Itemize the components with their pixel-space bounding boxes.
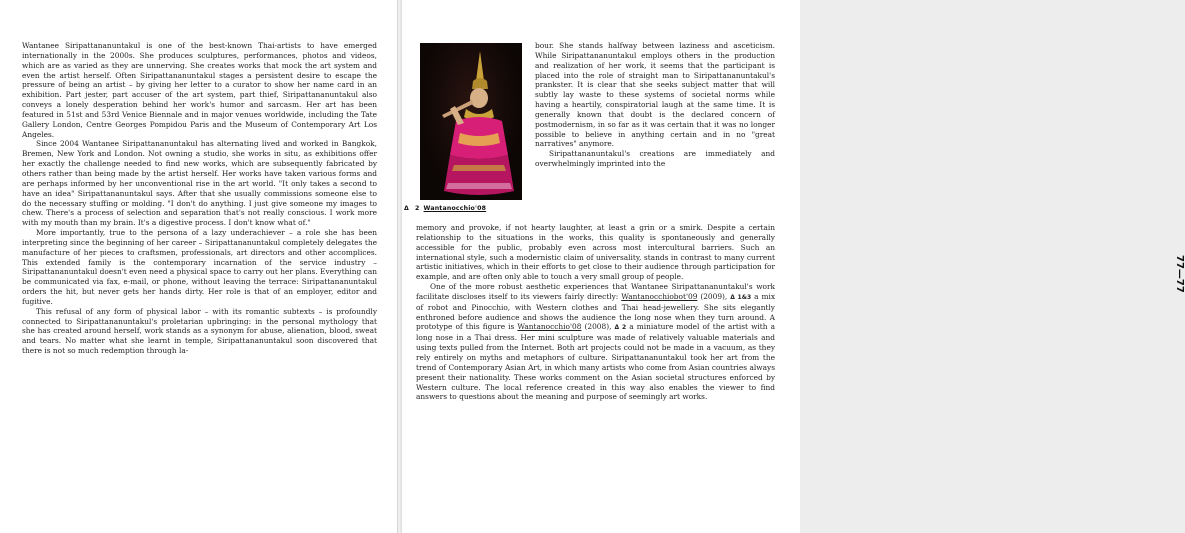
wantanocchio-figure-illustration xyxy=(420,43,522,200)
caption-title: Wantanocchio'08 xyxy=(423,205,487,212)
page-number: 77—77 xyxy=(1174,255,1185,293)
figure-ref-2: Δ 2 xyxy=(614,324,627,332)
paragraph-4: This refusal of any form of physical labor – with its romantic subtexts – is profoundly connected to Siripattananuntakul's proletarian upbringing: in the personal mythology that she has created around herself, work stands as a synonym for abuse, alienation, blood, sweat and tears. No matter what she learnt in temple, Siripattananuntakul soon discovered that there is not so much redemption through la- xyxy=(22,306,377,356)
work-title-wantanocchiobot: Wantanocchiobot'09 xyxy=(621,291,698,301)
caption-number: 2 xyxy=(415,205,420,212)
left-page xyxy=(0,0,397,533)
work-title-wantanocchio: Wantanocchio'08 xyxy=(517,322,582,332)
paragraph-1: Wantanee Siripattananuntakul is one of the best-known Thai-artists to have emerged internationally in the 2000s. She produces sculptures, performances, photos and videos, which are as varied as they are unnerving. She creates works that mock the art system and even the artist herself. Often Siripattananuntakul stages a persistent desire to escape the pressure of being an artist – by giving her letter to a curator to show her name card in an exhibition. Part jester, part accuser of the art system, part thief, Siripattananuntakul also conveys a lonely desperation behind her work's humor and sarcasm. Her art has been featured in 51st and 53rd Venice Biennale and in major venues worldwide, including the Tate Gallery London, Centre Georges Pompidou Paris and the Museum of Contemporary Art Los Angeles. xyxy=(22,41,377,139)
paragraph-3: More importantly, true to the persona of a lazy underachiever – a role she has been interpreting since the beginning of her career – Siripattananuntakul completely delegates the manufacture of her pieces to craftsmen, professionals, art directors and other accomplices. This extended family is the contemporary incarnation of the service industry – Siripattananuntakul doesn't even need a physical space to carry out her plans. Everything can be communicated via fax, e-mail, or phone, without leaving the terrace: Siripattananuntakul orders the hit, but never gets her hands dirty. Her role is that of an employer, editor and fugitive. xyxy=(22,228,377,306)
paragraph-7: One of the more robust aesthetic experiences that Wantanee Siripattananuntakul's work facilitate discloses itself to its viewers fairly directly: Wantanocchiobot'09 (2009), Δ 1&3 a mix of robot and Pinocchio, with Western clothes and Thai head-jewellery. She sits elegantly enthroned before audience and shows the audience the long nose when they turn around. A prototype of this figure is Wantanocchio'08 (2008), Δ 2 a miniature model of the artist with a long nose in a Thai dress. Her mini sculpture was made of relatively valuable materials and using texts pulled from the Internet. Both art projects could not be made in a vacuum, as they rely entirely on myths and metaphors of culture. Siripattananuntakul took her art from the trend of Contemporary Asian Art, in which many artists who come from Asian countries always present their nationality. These works comment on the Asian societal structures enforced by Western culture. The local reference created in this way also enables the viewer to find answers to questions about the meaning and purpose of seemingly art works. xyxy=(416,282,775,402)
paragraph-5: bour. She stands halfway between laziness and asceticism. While Siripattananuntakul employs others in the production and realization of her work, it seems that the participant is placed into the role of straight man to Siripattananuntakul's prankster. It is clear that she seeks subject matter that will subtly lay waste to these systems of societal norms while having a heartily, conspiratorial laugh at the same time. It is generally known that doubt is the declared concern of postmodernism, in so far as it was certain that it was no longer possible to believe in anything certain and in no "great narratives" anymore. xyxy=(535,41,775,149)
artwork-photo xyxy=(420,43,522,200)
right-top-column xyxy=(535,41,775,169)
right-full-column xyxy=(416,223,775,402)
paragraph-6-cont: memory and provoke, if not hearty laughter, at least a grin or a smirk. Despite a certain relationship to the situations in the works, this quality is spontaneously and generally accessible for the public, probably even across most intercultural barriers. Such an international style, such a modernistic claim of universality, stands in contrast to many current artistic initiatives, which in their efforts to get close to their audience through participation for example, and are often only able to touch a very small group of people. xyxy=(416,223,775,282)
left-text-column xyxy=(22,41,377,356)
paragraph-6-start: Siripattananuntakul's creations are immediately and overwhelmingly imprinted into the xyxy=(535,149,775,169)
caption-marker: Δ xyxy=(404,205,409,212)
figure-caption xyxy=(404,205,486,212)
figure-ref-1-3: Δ 1&3 xyxy=(730,293,752,301)
paragraph-2: Since 2004 Wantanee Siripattananuntakul has alternating lived and worked in Bangkok, Bremen, New York and London. Not owning a studio, she works in situ, as exhibitions offer her exactly the challenge needed to find new works, which are subsequently fabricated by others rather than being made by the artist herself. Her works have taken various forms and are perhaps informed by her unconventional rise in the art world. "It only takes a second to have an idea" Siripattananuntakul says. After that she usually commissions someone else to do the necessary stuffing or molding. "I don't do anything. I just give someone my images to chew. There's a process of selection and separation that's not really conscious. I work more with my mouth than my brain. It's a digestive process. I don't know what of." xyxy=(22,139,377,228)
